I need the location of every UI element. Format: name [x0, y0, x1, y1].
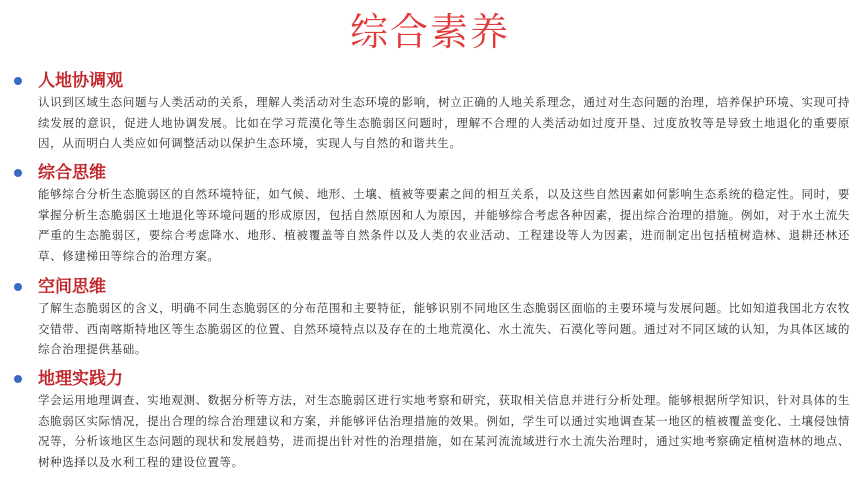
section-human-earth-coordination: [0, 70, 860, 154]
section-heading: [0, 368, 860, 390]
section-body: 学会运用地理调查、实地观测、数据分析等方法，对生态脆弱区进行实地考察和研究，获取相关信息并进行分析处理。能够根据所学知识，针对具体的生态脆弱区实际情况，提出合理的综合治理建议和方案，并能够评估治理措施的效果。例如，学生可以通过实地调查某一地区的植被覆盖变化、土壤侵蚀情况等，分析该地区生态问题的现状和发展趋势，进而提出针对性的治理措施，如在某河流流域进行水土流失治理时，通过实地考察确定植树造林的地点、树种选择以及水利工程的建设位置等。: [38, 393, 850, 469]
section-body: 认识到区域生态问题与人类活动的关系，理解人类活动对生态环境的影响，树立正确的人地关系理念，通过对生态问题的治理，培养保护环境、实现可持续发展的意识，促进人地协调发展。比如在学习荒漠化等生态脆弱区问题时，理解不合理的人类活动如过度开垦、过度放牧等是导致土地退化的重要原因，从而明白人类应如何调整活动以保护生态环境，实现人与自然的和谐共生。: [38, 95, 850, 150]
bullet-icon: [14, 77, 22, 85]
section-body: 能够综合分析生态脆弱区的自然环境特征，如气候、地形、土壤、植被等要素之间的相互关系，以及这些自然因素如何影响生态系统的稳定性。同时，要掌握分析生态脆弱区土地退化等环境问题的形成原因，包括自然原因和人为原因，并能够综合考虑各种因素，提出综合治理的措施。例如，对于水土流失严重的生态脆弱区，要综合考虑降水、地形、植被覆盖等自然条件以及人类的农业活动、工程建设等人为因素，进而制定出包括植树造林、退耕还林还草、修建梯田等综合的治理方案。: [38, 187, 850, 263]
bullet-icon: [14, 375, 22, 383]
bullet-icon: [14, 169, 22, 177]
section-body: 了解生态脆弱区的含义，明确不同生态脆弱区的分布范围和主要特征，能够识别不同地区生态脆弱区面临的主要环境与发展问题。比如知道我国北方农牧交错带、西南喀斯特地区等生态脆弱区的位置、自然环境特点以及存在的土地荒漠化、水土流失、石漠化等问题。通过对不同区域的认知，为具体区域的综合治理提供基础。: [38, 301, 850, 356]
section-heading-text: 空间思维: [38, 277, 106, 297]
section-comprehensive-thinking: [0, 162, 860, 266]
section-heading: [0, 276, 860, 298]
section-heading-text: 地理实践力: [38, 369, 123, 389]
section-heading: [0, 162, 860, 184]
section-heading: [0, 70, 860, 92]
bullet-icon: [14, 283, 22, 291]
section-heading-text: 综合思维: [38, 163, 106, 183]
page-title: 综合素养: [349, 10, 510, 54]
section-heading-text: 人地协调观: [38, 71, 123, 91]
section-spatial-thinking: [0, 276, 860, 360]
section-geographic-practice: [0, 368, 860, 472]
